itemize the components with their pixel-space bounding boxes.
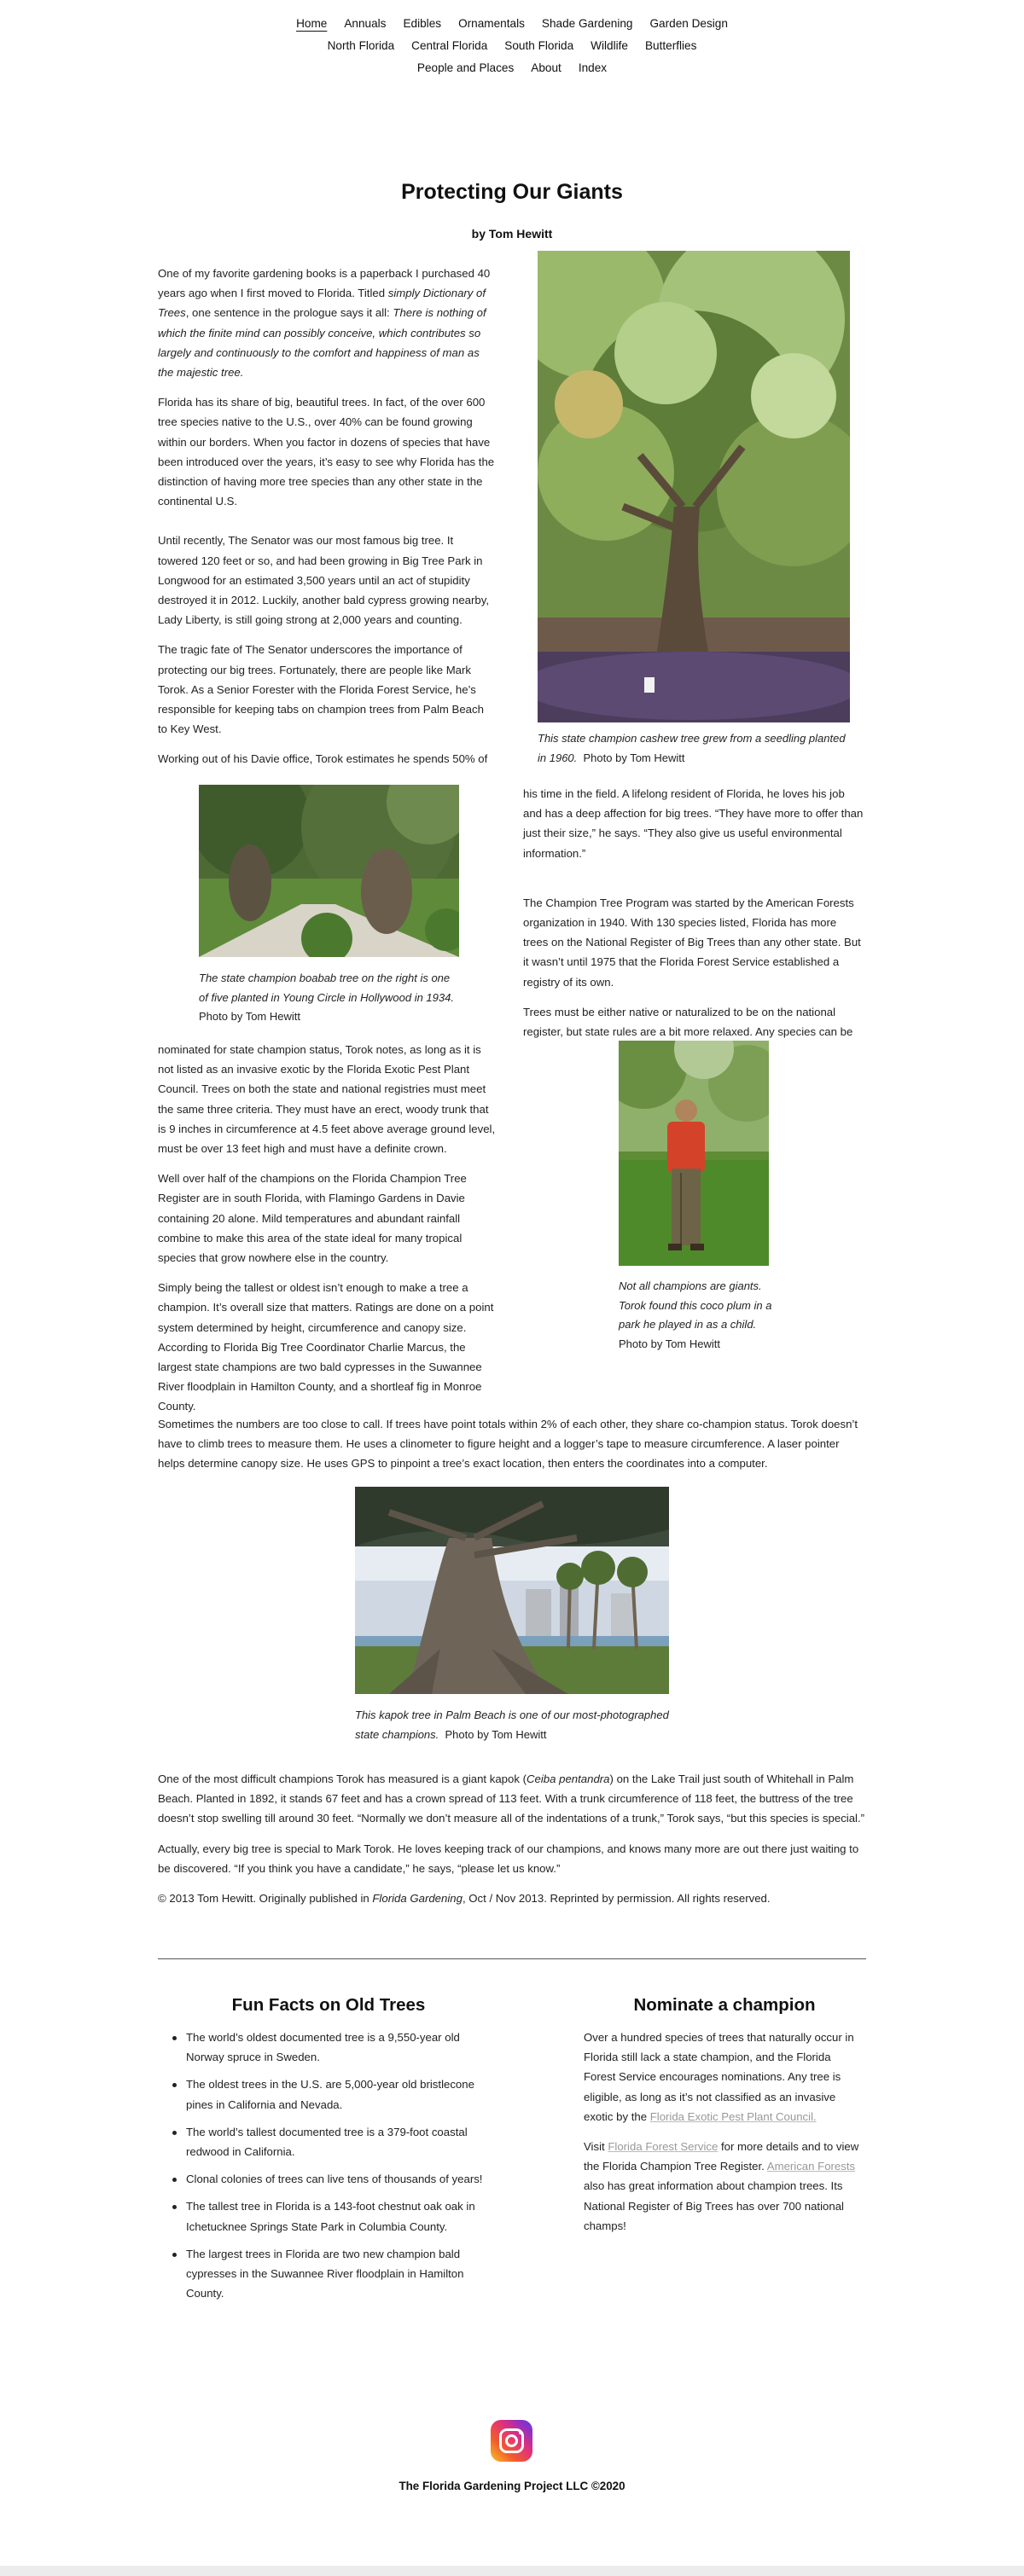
- cashew-tree-photo: [538, 251, 850, 722]
- torok-coco-plum-photo: [619, 1041, 769, 1266]
- nav-about[interactable]: About: [531, 61, 561, 74]
- article-intro: [158, 264, 496, 769]
- paragraph: Simply being the tallest or oldest isn’t enough to make a tree a champion. It’s overall size that matters. Ratings are done on a point system determined by height, circumference and canopy size. According to Florida Big Tree Coordinator Charlie Marcus, the largest state champions are two bald cypresses in the Suwannee River floodplain in Hamilton County, and a shortleaf fig in Monroe County.: [158, 1281, 494, 1413]
- list-item: The tallest tree in Florida is a 143-foot chestnut oak oak in Ichetucknee Springs State Park in Columbia County.: [158, 2196, 486, 2236]
- text: also has great information about champion trees. Its National Register of Big Trees has over 700 national champs!: [584, 2179, 844, 2232]
- caption-text: The state champion boabab tree on the right is one of five planted in Young Circle in Hollywood in 1934.: [199, 972, 454, 1004]
- camera-dot: [519, 2431, 522, 2434]
- fepcc-link[interactable]: Florida Exotic Pest Plant Council.: [649, 2109, 817, 2123]
- photo-credit: Photo by Tom Hewitt: [199, 1010, 300, 1024]
- kapok-image: [355, 1487, 669, 1694]
- paragraph: Actually, every big tree is special to Mark Torok. He loves keeping track of our champions, and knows many more are out there just waiting to be discovered. “If you think you have a candidate,” he says, “please let us know.”: [158, 1842, 859, 1875]
- paragraph: [584, 2137, 865, 2236]
- nominate-section: [584, 1993, 865, 2236]
- text: , one sentence in the prologue says it all:: [185, 306, 393, 320]
- cashew-caption: [538, 729, 850, 768]
- article-left-column: [158, 1040, 499, 1417]
- species-name: Ceiba pentandra: [527, 1772, 610, 1785]
- text: One of my favorite gardening books is a paperback I purchased 40 years ago when I first moved to Florida. Titled: [158, 267, 491, 300]
- nominate-title: Nominate a champion: [633, 1995, 816, 2015]
- camera-lens: [505, 2434, 518, 2447]
- photo-credit: Photo by Tom Hewitt: [619, 1337, 720, 1350]
- byline: by Tom Hewitt: [471, 227, 553, 241]
- nav-wildlife[interactable]: Wildlife: [591, 39, 628, 52]
- article-right-column: [523, 784, 864, 1041]
- cashew-tree-image: [538, 251, 850, 722]
- text: for more details and to view the Florida Champion Tree Register.: [584, 2140, 859, 2173]
- main-nav: [0, 15, 1024, 81]
- nav-garden-design[interactable]: Garden Design: [649, 17, 728, 30]
- paragraph: [158, 1769, 866, 1829]
- paragraph: Trees must be either native or naturalized to be on the national register, but state rules are a bit more relaxed. Any species can be: [523, 1005, 853, 1039]
- nav-edibles[interactable]: Edibles: [403, 17, 442, 30]
- article-fullwidth-2: [158, 1769, 866, 1908]
- nav-annuals[interactable]: Annuals: [344, 17, 387, 30]
- article-fullwidth-1: [158, 1414, 866, 1474]
- text: ) on the Lake Trail just south of Whitehall in Palm Beach. Planted in 1892, it stands 67 feet and has a crown spread of 113 feet. With a trunk circumference of 118 feet, the buttress of the tree doesn’t stop swelling till around 30 feet. “Normally we don’t measure all of the indentations of a trunk,” Torok says, “but this species is special.”: [158, 1772, 865, 1825]
- nav-butterflies[interactable]: Butterflies: [644, 39, 697, 52]
- florida-forest-service-link[interactable]: Florida Forest Service: [608, 2140, 719, 2154]
- baobab-tree-photo: [199, 785, 459, 957]
- divider: [158, 1958, 866, 1959]
- paragraph: nominated for state champion status, Torok notes, as long as it is not listed as an invasive exotic by the Florida Exotic Pest Plant Council. Trees on both the state and national registries must meet the same three criteria. They must have an erect, woody trunk that is 9 inches in circumference at 4.5 feet above average ground level, must be over 13 feet high and must have a definite crown.: [158, 1043, 496, 1156]
- paragraph: [584, 2028, 865, 2126]
- nav-people-and-places[interactable]: People and Places: [416, 61, 515, 74]
- list-item: The world’s oldest documented tree is a 9,550-year old Norway spruce in Sweden.: [158, 2028, 486, 2067]
- text: One of the most difficult champions Torok has measured is a giant kapok (: [158, 1772, 527, 1785]
- nav-row-3: [0, 59, 1024, 81]
- quote: There is nothing of which the finite mind can possibly conceive, which contributes so largely and continuously to the comfort and happiness of man as the majestic tree.: [158, 306, 486, 380]
- baobab-tree-image: [199, 785, 459, 957]
- paragraph: Until recently, The Senator was our most famous big tree. It towered 120 feet or so, and had been growing in Big Tree Park in Longwood for an estimated 3,500 years until an act of stupidity destroyed it in 2012. Luckily, another bald cypress growing nearby, Lady Liberty, is still going strong at 2,000 years and counting.: [158, 534, 490, 627]
- photo-credit: Photo by Tom Hewitt: [583, 751, 685, 764]
- list-item: The oldest trees in the U.S. are 5,000-year old bristlecone pines in California and Nevada.: [158, 2074, 486, 2114]
- paragraph: [158, 264, 496, 382]
- paragraph: Working out of his Davie office, Torok estimates he spends 50% of: [158, 752, 488, 766]
- nav-home[interactable]: Home: [296, 17, 328, 30]
- nav-row-1: [0, 15, 1024, 37]
- text: , Oct / Nov 2013. Reprinted by permission. All rights reserved.: [462, 1892, 771, 1906]
- paragraph: The Champion Tree Program was started by the American Forests organization in 1940. With 130 species listed, Florida has more trees on the National Register of Big Trees than any other state. But it wasn’t until 1975 that the Florida Forest Service established a registry of its own.: [523, 896, 861, 989]
- paragraph: Florida has its share of big, beautiful trees. In fact, of the over 600 tree species native to the U.S., over 40% can be found growing within our borders. When you factor in dozens of species that have been introduced over the years, it’s easy to see why Florida has the distinction of having more tree species than any other state in the continental U.S.: [158, 396, 495, 508]
- kapok-tree-photo: [355, 1487, 669, 1694]
- bottom-bar: [0, 2566, 1024, 2576]
- fun-facts-section: [158, 1993, 499, 2311]
- list-item: The largest trees in Florida are two new champion bald cypresses in the Suwannee River floodplain in Hamilton County.: [158, 2244, 486, 2304]
- paragraph: Well over half of the champions on the Florida Champion Tree Register are in south Florida, with Flamingo Gardens in Davie containing 20 alone. Mild temperatures and abundant rainfall combine to make this area of the state ideal for many tropical species that grow nowhere else in the country.: [158, 1172, 467, 1265]
- footer-copyright: The Florida Gardening Project LLC ©2020: [399, 2480, 625, 2492]
- baobab-caption: [199, 969, 459, 1027]
- nav-shade-gardening[interactable]: Shade Gardening: [541, 17, 633, 30]
- paragraph: The tragic fate of The Senator underscores the importance of protecting our big trees. Fortunately, there are people like Mark Torok. As a Senior Forester with the Florida Forest Service, he’s responsible for keeping tabs on champion trees from Palm Beach to Key West.: [158, 643, 484, 736]
- caption-text: This kapok tree in Palm Beach is one of our most-photographed state champions.: [355, 1709, 669, 1741]
- paragraph: Sometimes the numbers are too close to call. If trees have point totals within 2% of each other, they share co-champion status. Torok doesn’t have to climb trees to measure them. He uses a clinometer to figure height and a logger’s tape to measure circumference. A laser pointer helps determine canopy size. He uses GPS to pinpoint a tree’s exact location, then enters the coordinates into a computer.: [158, 1418, 858, 1471]
- caption-text: Not all champions are giants. Torok found this coco plum in a park he played in as a child.: [619, 1279, 772, 1332]
- nav-row-2: [0, 37, 1024, 59]
- publication-name: Florida Gardening: [372, 1892, 463, 1906]
- copyright: [158, 1888, 866, 1908]
- fun-facts-title: Fun Facts on Old Trees: [231, 1995, 426, 2015]
- text: Visit: [584, 2140, 608, 2154]
- torok-caption: [619, 1277, 772, 1354]
- nav-north-florida[interactable]: North Florida: [327, 39, 395, 52]
- text: simply Dictionary of Trees: [158, 287, 486, 320]
- american-forests-link[interactable]: American Forests: [766, 2160, 856, 2173]
- nav-ornamentals[interactable]: Ornamentals: [458, 17, 525, 30]
- paragraph: his time in the field. A lifelong resident of Florida, he loves his job and has a deep affection for big trees. “They have more to offer than just their size,” he says. “They also give us useful environmental information.”: [523, 787, 864, 860]
- nav-south-florida[interactable]: South Florida: [504, 39, 574, 52]
- fun-facts-list: [158, 2028, 486, 2303]
- instagram-icon[interactable]: [491, 2420, 532, 2462]
- caption-text: This state champion cashew tree grew from a seedling planted in 1960.: [538, 732, 846, 764]
- text: Over a hundred species of trees that naturally occur in Florida still lack a state champion, and the Florida Forest Service encourages nominations. Any tree is eligible, as long as it’s not classified as an invasive exotic by the: [584, 2031, 854, 2123]
- kapok-caption: [355, 1706, 669, 1744]
- photo-credit: Photo by Tom Hewitt: [445, 1727, 547, 1741]
- text: © 2013 Tom Hewitt. Originally published in: [158, 1892, 373, 1906]
- nav-index[interactable]: Index: [578, 61, 608, 74]
- torok-image: [619, 1041, 769, 1266]
- page-title: Protecting Our Giants: [401, 180, 623, 204]
- list-item: Clonal colonies of trees can live tens of thousands of years!: [158, 2169, 486, 2189]
- nav-central-florida[interactable]: Central Florida: [411, 39, 488, 52]
- list-item: The world’s tallest documented tree is a 379-foot coastal redwood in California.: [158, 2122, 486, 2161]
